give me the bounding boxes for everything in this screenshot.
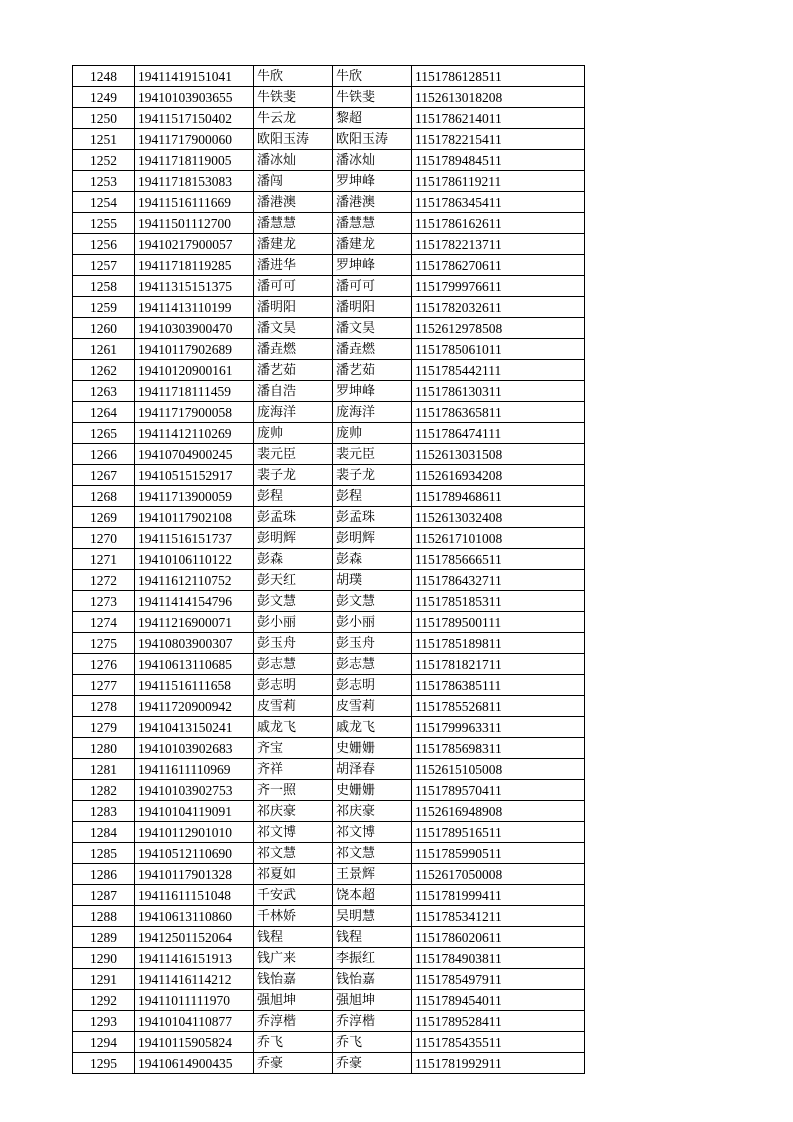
cell-contact_name: 彭文慧	[333, 591, 412, 612]
cell-contact_name: 潘可可	[333, 276, 412, 297]
cell-id_number: 19410704900245	[135, 444, 254, 465]
table-row	[73, 675, 585, 696]
table-row	[73, 423, 585, 444]
cell-contact_name: 潘垚燃	[333, 339, 412, 360]
cell-code: 1151786432711	[412, 570, 585, 591]
cell-name: 彭志慧	[254, 654, 333, 675]
cell-index: 1250	[73, 108, 135, 129]
cell-code: 1151782215411	[412, 129, 585, 150]
cell-id_number: 19411611110969	[135, 759, 254, 780]
cell-index: 1273	[73, 591, 135, 612]
cell-index: 1284	[73, 822, 135, 843]
cell-index: 1268	[73, 486, 135, 507]
cell-contact_name: 祁文博	[333, 822, 412, 843]
cell-id_number: 19410217900057	[135, 234, 254, 255]
table-row	[73, 444, 585, 465]
cell-contact_name: 吴明慧	[333, 906, 412, 927]
cell-name: 千林娇	[254, 906, 333, 927]
cell-contact_name: 乔飞	[333, 1032, 412, 1053]
cell-code: 1151785061011	[412, 339, 585, 360]
table-row	[73, 297, 585, 318]
cell-index: 1288	[73, 906, 135, 927]
cell-name: 齐祥	[254, 759, 333, 780]
cell-contact_name: 皮雪莉	[333, 696, 412, 717]
cell-name: 潘港澳	[254, 192, 333, 213]
cell-contact_name: 祁庆豪	[333, 801, 412, 822]
cell-id_number: 19410303900470	[135, 318, 254, 339]
cell-contact_name: 彭志明	[333, 675, 412, 696]
cell-code: 1151789528411	[412, 1011, 585, 1032]
cell-code: 1151789516511	[412, 822, 585, 843]
cell-name: 彭天红	[254, 570, 333, 591]
cell-id_number: 19411414154796	[135, 591, 254, 612]
cell-code: 1152616948908	[412, 801, 585, 822]
cell-name: 彭志明	[254, 675, 333, 696]
cell-id_number: 19411412110269	[135, 423, 254, 444]
cell-contact_name: 饶本超	[333, 885, 412, 906]
cell-id_number: 19411717900058	[135, 402, 254, 423]
cell-index: 1282	[73, 780, 135, 801]
cell-id_number: 19411315151375	[135, 276, 254, 297]
cell-name: 潘文昊	[254, 318, 333, 339]
cell-code: 1152615105008	[412, 759, 585, 780]
cell-contact_name: 潘慧慧	[333, 213, 412, 234]
cell-contact_name: 史姗姗	[333, 738, 412, 759]
cell-contact_name: 潘建龙	[333, 234, 412, 255]
cell-contact_name: 牛欣	[333, 66, 412, 87]
cell-code: 1151786162611	[412, 213, 585, 234]
cell-code: 1151781992911	[412, 1053, 585, 1074]
table-body	[73, 66, 585, 1074]
cell-code: 1152617050008	[412, 864, 585, 885]
cell-name: 祁庆豪	[254, 801, 333, 822]
cell-contact_name: 彭志慧	[333, 654, 412, 675]
cell-id_number: 19411718119005	[135, 150, 254, 171]
cell-id_number: 19411216900071	[135, 612, 254, 633]
table-row	[73, 465, 585, 486]
cell-id_number: 19410103902683	[135, 738, 254, 759]
table-row	[73, 969, 585, 990]
cell-index: 1263	[73, 381, 135, 402]
cell-index: 1251	[73, 129, 135, 150]
cell-name: 乔淳楷	[254, 1011, 333, 1032]
cell-name: 潘垚燃	[254, 339, 333, 360]
cell-code: 1152613018208	[412, 87, 585, 108]
cell-id_number: 19411501112700	[135, 213, 254, 234]
cell-id_number: 19411718111459	[135, 381, 254, 402]
cell-id_number: 19411011111970	[135, 990, 254, 1011]
cell-name: 祁夏如	[254, 864, 333, 885]
cell-contact_name: 彭森	[333, 549, 412, 570]
table-row	[73, 549, 585, 570]
cell-code: 1152612978508	[412, 318, 585, 339]
cell-name: 钱怡嘉	[254, 969, 333, 990]
cell-id_number: 19410803900307	[135, 633, 254, 654]
table-row	[73, 864, 585, 885]
cell-contact_name: 潘艺茹	[333, 360, 412, 381]
cell-name: 牛欣	[254, 66, 333, 87]
cell-contact_name: 钱程	[333, 927, 412, 948]
cell-name: 彭玉舟	[254, 633, 333, 654]
cell-name: 强旭坤	[254, 990, 333, 1011]
cell-index: 1257	[73, 255, 135, 276]
cell-code: 1151789468611	[412, 486, 585, 507]
table-row	[73, 696, 585, 717]
cell-contact_name: 罗坤峰	[333, 381, 412, 402]
cell-index: 1255	[73, 213, 135, 234]
cell-contact_name: 祁文慧	[333, 843, 412, 864]
cell-contact_name: 潘文昊	[333, 318, 412, 339]
cell-index: 1267	[73, 465, 135, 486]
cell-contact_name: 胡璞	[333, 570, 412, 591]
table-row	[73, 948, 585, 969]
cell-id_number: 19410120900161	[135, 360, 254, 381]
cell-name: 祁文博	[254, 822, 333, 843]
cell-id_number: 19411718153083	[135, 171, 254, 192]
cell-index: 1260	[73, 318, 135, 339]
cell-index: 1290	[73, 948, 135, 969]
cell-name: 裴元臣	[254, 444, 333, 465]
table-row	[73, 759, 585, 780]
cell-code: 1152613031508	[412, 444, 585, 465]
cell-code: 1151785341211	[412, 906, 585, 927]
cell-contact_name: 戚龙飞	[333, 717, 412, 738]
cell-name: 皮雪莉	[254, 696, 333, 717]
cell-id_number: 19411419151041	[135, 66, 254, 87]
cell-contact_name: 庞海洋	[333, 402, 412, 423]
cell-index: 1280	[73, 738, 135, 759]
table-row	[73, 381, 585, 402]
cell-index: 1265	[73, 423, 135, 444]
cell-code: 1151785442111	[412, 360, 585, 381]
cell-index: 1254	[73, 192, 135, 213]
cell-id_number: 19410104119091	[135, 801, 254, 822]
cell-code: 1151782032611	[412, 297, 585, 318]
cell-index: 1278	[73, 696, 135, 717]
cell-code: 1151786385111	[412, 675, 585, 696]
cell-id_number: 19410512110690	[135, 843, 254, 864]
cell-id_number: 19411516151737	[135, 528, 254, 549]
cell-code: 1151786130311	[412, 381, 585, 402]
cell-code: 1151785497911	[412, 969, 585, 990]
cell-index: 1283	[73, 801, 135, 822]
table-row	[73, 1053, 585, 1074]
cell-code: 1151782213711	[412, 234, 585, 255]
cell-name: 潘明阳	[254, 297, 333, 318]
cell-id_number: 19410117902108	[135, 507, 254, 528]
cell-contact_name: 彭小丽	[333, 612, 412, 633]
cell-code: 1151789500111	[412, 612, 585, 633]
cell-id_number: 19411713900059	[135, 486, 254, 507]
table-row	[73, 360, 585, 381]
cell-contact_name: 彭明辉	[333, 528, 412, 549]
cell-id_number: 19411611151048	[135, 885, 254, 906]
cell-name: 潘建龙	[254, 234, 333, 255]
cell-name: 彭森	[254, 549, 333, 570]
cell-name: 彭文慧	[254, 591, 333, 612]
cell-index: 1285	[73, 843, 135, 864]
cell-id_number: 19411720900942	[135, 696, 254, 717]
cell-id_number: 19410413150241	[135, 717, 254, 738]
cell-id_number: 19410117901328	[135, 864, 254, 885]
cell-contact_name: 欧阳玉涛	[333, 129, 412, 150]
cell-name: 牛铁斐	[254, 87, 333, 108]
cell-contact_name: 史姗姗	[333, 780, 412, 801]
cell-code: 1151781821711	[412, 654, 585, 675]
table-row	[73, 486, 585, 507]
table-row	[73, 87, 585, 108]
cell-index: 1269	[73, 507, 135, 528]
cell-contact_name: 罗坤峰	[333, 255, 412, 276]
cell-id_number: 19410613110685	[135, 654, 254, 675]
cell-name: 裴子龙	[254, 465, 333, 486]
cell-code: 1151786214011	[412, 108, 585, 129]
cell-id_number: 19410106110122	[135, 549, 254, 570]
cell-name: 彭小丽	[254, 612, 333, 633]
cell-index: 1274	[73, 612, 135, 633]
cell-code: 1152613032408	[412, 507, 585, 528]
cell-index: 1248	[73, 66, 135, 87]
cell-id_number: 19411517150402	[135, 108, 254, 129]
table-row	[73, 990, 585, 1011]
table-row	[73, 66, 585, 87]
cell-code: 1151789484511	[412, 150, 585, 171]
cell-index: 1258	[73, 276, 135, 297]
cell-index: 1264	[73, 402, 135, 423]
cell-id_number: 19410115905824	[135, 1032, 254, 1053]
table-row	[73, 339, 585, 360]
cell-contact_name: 庞帅	[333, 423, 412, 444]
table-row	[73, 780, 585, 801]
table-row	[73, 507, 585, 528]
cell-code: 1152617101008	[412, 528, 585, 549]
cell-index: 1289	[73, 927, 135, 948]
table-row	[73, 255, 585, 276]
cell-code: 1151785435511	[412, 1032, 585, 1053]
cell-contact_name: 黎超	[333, 108, 412, 129]
table-row	[73, 129, 585, 150]
cell-name: 潘进华	[254, 255, 333, 276]
cell-code: 1151785666511	[412, 549, 585, 570]
cell-index: 1252	[73, 150, 135, 171]
cell-code: 1151789454011	[412, 990, 585, 1011]
table-row	[73, 654, 585, 675]
cell-id_number: 19410613110860	[135, 906, 254, 927]
cell-index: 1266	[73, 444, 135, 465]
cell-id_number: 19411516111658	[135, 675, 254, 696]
cell-index: 1275	[73, 633, 135, 654]
cell-id_number: 19411516111669	[135, 192, 254, 213]
cell-contact_name: 裴元臣	[333, 444, 412, 465]
table-row	[73, 927, 585, 948]
table-row	[73, 717, 585, 738]
cell-code: 1151781999411	[412, 885, 585, 906]
cell-code: 1151786365811	[412, 402, 585, 423]
cell-contact_name: 彭玉舟	[333, 633, 412, 654]
cell-index: 1294	[73, 1032, 135, 1053]
cell-name: 乔豪	[254, 1053, 333, 1074]
cell-code: 1151786345411	[412, 192, 585, 213]
cell-code: 1151786270611	[412, 255, 585, 276]
cell-name: 彭孟珠	[254, 507, 333, 528]
cell-id_number: 19411416114212	[135, 969, 254, 990]
cell-name: 潘可可	[254, 276, 333, 297]
cell-index: 1259	[73, 297, 135, 318]
cell-id_number: 19410103903655	[135, 87, 254, 108]
cell-name: 齐一照	[254, 780, 333, 801]
student-data-table	[72, 65, 585, 1074]
table-row	[73, 801, 585, 822]
cell-code: 1151786119211	[412, 171, 585, 192]
cell-index: 1279	[73, 717, 135, 738]
cell-name: 钱程	[254, 927, 333, 948]
table-wrapper	[72, 65, 549, 1074]
cell-contact_name: 潘明阳	[333, 297, 412, 318]
table-row	[73, 213, 585, 234]
cell-contact_name: 李振红	[333, 948, 412, 969]
table-row	[73, 171, 585, 192]
table-row	[73, 150, 585, 171]
table-row	[73, 570, 585, 591]
cell-id_number: 19410117902689	[135, 339, 254, 360]
cell-code: 1151786020611	[412, 927, 585, 948]
table-row	[73, 1011, 585, 1032]
cell-code: 1151799976611	[412, 276, 585, 297]
cell-contact_name: 潘港澳	[333, 192, 412, 213]
cell-code: 1151785526811	[412, 696, 585, 717]
cell-contact_name: 罗坤峰	[333, 171, 412, 192]
cell-code: 1151784903811	[412, 948, 585, 969]
cell-name: 彭明辉	[254, 528, 333, 549]
cell-id_number: 19411416151913	[135, 948, 254, 969]
table-row	[73, 192, 585, 213]
cell-id_number: 19411718119285	[135, 255, 254, 276]
cell-name: 庞海洋	[254, 402, 333, 423]
cell-id_number: 19410515152917	[135, 465, 254, 486]
table-row	[73, 885, 585, 906]
cell-index: 1261	[73, 339, 135, 360]
cell-id_number: 19411612110752	[135, 570, 254, 591]
cell-contact_name: 胡泽春	[333, 759, 412, 780]
table-row	[73, 633, 585, 654]
cell-id_number: 19412501152064	[135, 927, 254, 948]
cell-index: 1276	[73, 654, 135, 675]
cell-contact_name: 钱怡嘉	[333, 969, 412, 990]
cell-contact_name: 王景辉	[333, 864, 412, 885]
cell-code: 1151785189811	[412, 633, 585, 654]
cell-id_number: 19410614900435	[135, 1053, 254, 1074]
cell-id_number: 19410112901010	[135, 822, 254, 843]
cell-index: 1281	[73, 759, 135, 780]
cell-name: 千安武	[254, 885, 333, 906]
cell-name: 潘闯	[254, 171, 333, 192]
cell-name: 欧阳玉涛	[254, 129, 333, 150]
cell-index: 1286	[73, 864, 135, 885]
cell-name: 彭程	[254, 486, 333, 507]
cell-contact_name: 彭程	[333, 486, 412, 507]
cell-index: 1256	[73, 234, 135, 255]
cell-contact_name: 彭孟珠	[333, 507, 412, 528]
cell-contact_name: 牛铁斐	[333, 87, 412, 108]
table-row	[73, 402, 585, 423]
cell-name: 钱广来	[254, 948, 333, 969]
table-row	[73, 318, 585, 339]
table-row	[73, 822, 585, 843]
cell-name: 齐宝	[254, 738, 333, 759]
table-row	[73, 234, 585, 255]
table-row	[73, 1032, 585, 1053]
table-row	[73, 906, 585, 927]
table-row	[73, 738, 585, 759]
table-row	[73, 276, 585, 297]
cell-index: 1270	[73, 528, 135, 549]
cell-id_number: 19411717900060	[135, 129, 254, 150]
cell-id_number: 19410104110877	[135, 1011, 254, 1032]
cell-name: 潘自浩	[254, 381, 333, 402]
cell-index: 1249	[73, 87, 135, 108]
cell-index: 1287	[73, 885, 135, 906]
cell-index: 1277	[73, 675, 135, 696]
table-row	[73, 591, 585, 612]
cell-name: 潘慧慧	[254, 213, 333, 234]
cell-code: 1151785185311	[412, 591, 585, 612]
cell-code: 1151785990511	[412, 843, 585, 864]
cell-index: 1272	[73, 570, 135, 591]
table-row	[73, 528, 585, 549]
cell-index: 1253	[73, 171, 135, 192]
cell-name: 牛云龙	[254, 108, 333, 129]
table-row	[73, 612, 585, 633]
cell-name: 潘冰灿	[254, 150, 333, 171]
cell-code: 1151786474111	[412, 423, 585, 444]
cell-id_number: 19411413110199	[135, 297, 254, 318]
cell-name: 庞帅	[254, 423, 333, 444]
cell-name: 乔飞	[254, 1032, 333, 1053]
table-row	[73, 108, 585, 129]
cell-code: 1151786128511	[412, 66, 585, 87]
cell-code: 1151789570411	[412, 780, 585, 801]
cell-id_number: 19410103902753	[135, 780, 254, 801]
cell-index: 1262	[73, 360, 135, 381]
cell-index: 1295	[73, 1053, 135, 1074]
cell-code: 1152616934208	[412, 465, 585, 486]
cell-code: 1151799963311	[412, 717, 585, 738]
cell-contact_name: 强旭坤	[333, 990, 412, 1011]
cell-contact_name: 裴子龙	[333, 465, 412, 486]
table-row	[73, 843, 585, 864]
cell-name: 潘艺茹	[254, 360, 333, 381]
cell-name: 戚龙飞	[254, 717, 333, 738]
cell-index: 1292	[73, 990, 135, 1011]
cell-index: 1291	[73, 969, 135, 990]
cell-contact_name: 乔豪	[333, 1053, 412, 1074]
cell-index: 1293	[73, 1011, 135, 1032]
cell-index: 1271	[73, 549, 135, 570]
cell-contact_name: 乔淳楷	[333, 1011, 412, 1032]
cell-contact_name: 潘冰灿	[333, 150, 412, 171]
cell-name: 祁文慧	[254, 843, 333, 864]
cell-code: 1151785698311	[412, 738, 585, 759]
